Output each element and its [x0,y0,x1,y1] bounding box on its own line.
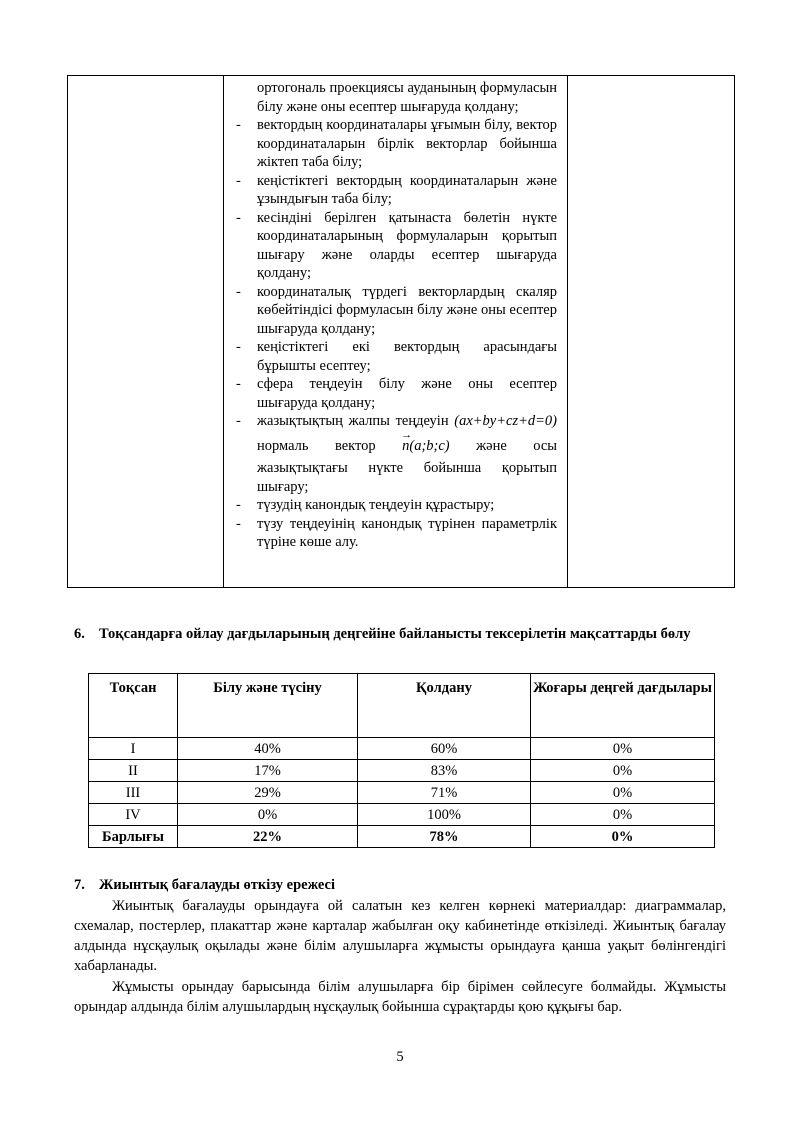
paragraph: Жиынтық бағалауды орындауға ой салатын кез келген көрнекі материалдар: диаграммалар, схемалар, постерлер, плакаттар және карталар жабылған оқу кабинетінде өткізіледі. Жиынтық бағалау алдында нұсқаулық оқылады және білім алушыларға жұмысты орындауға қанша уақыт бөлінгендігі хабарланады. [74,898,726,974]
section-number: 6. [74,626,85,642]
normal-vector: → n(a;b;c) [401,428,450,454]
section-title: Тоқсандарға ойлау дағдыларының деңгейіне байланысты тексерілетін мақсаттарды бөлу [99,626,691,642]
table-cell-objectives [224,76,568,588]
list-item-plane-equation: - жазықтықтың жалпы теңдеуін (ax+by+cz+d=0) нормаль вектор → n(a;b;c) және осы жазықтықтағы нүкте бойынша қорытып шығару; [236,413,557,495]
normal-vector-text: n(a;b;c) [402,437,450,454]
section-number: 7. [74,877,85,893]
column-header: Жоғары деңгей дағдылары [531,674,715,738]
quarter-distribution-table [88,673,715,848]
table-cell: 60% [358,738,531,760]
table-row [89,804,715,826]
list-item: - сфера теңдеуін білу және оны есептер шығаруда қолдану; [236,376,557,411]
table-cell: II [89,760,178,782]
table-cell: 0% [531,826,715,848]
table-cell: 0% [531,782,715,804]
table-cell: 0% [178,804,358,826]
table-cell: III [89,782,178,804]
column-header: Қолдану [358,674,531,738]
table-cell: 83% [358,760,531,782]
table-cell: 71% [358,782,531,804]
table-row [89,760,715,782]
table-cell: 78% [358,826,531,848]
table-total-row [89,826,715,848]
objectives-list [224,76,567,552]
list-item: ортогональ проекциясы ауданының формуласын білу және оны есептер шығаруда қолдану; [257,80,557,115]
table-cell: 0% [531,738,715,760]
list-item: - кеңістіктегі вектордың координаталарын және ұзындығын таба білу; [236,172,557,207]
list-item: - вектордың координаталары ұғымын білу, вектор координаталарын бірлік векторлар бойынша жіктеп таба білу; [236,117,557,170]
plane-equation: (ax+by+cz+d=0) [454,413,557,429]
table-row [89,738,715,760]
list-item: - кесіндіні берілген қатынаста бөлетін нүкте координаталарының формулаларын қорытып шығару және оларды есептер шығаруда қолдану; [236,209,557,281]
list-item: - координаталық түрдегі векторлардың скаляр көбейтіндісі формуласын білу және оны есептер шығаруда қолдану; [236,283,557,337]
paragraph: Жұмысты орындау барысында білім алушыларға бір бірімен сөйлесуге болмайды. Жұмысты орындар алдында білім алушылардың нұсқаулық бойынша сұрақтарды қою құқығы бар. [74,979,726,1015]
table-cell-section [68,76,224,588]
table-row [89,782,715,804]
table-cell: 0% [531,760,715,782]
section-title: Жиынтық бағалауды өткізу ережесі [99,877,336,893]
column-header: Білу және түсіну [178,674,358,738]
table-cell: 29% [178,782,358,804]
table-cell: 0% [531,804,715,826]
column-header: Тоқсан [89,674,178,738]
table-header-row [89,674,715,738]
table-cell-notes [568,76,735,588]
table-cell: 22% [178,826,358,848]
page-number: 5 [396,1049,404,1065]
list-item: - түзу теңдеуінің канондық түрінен параметрлік түріне көше алу. [236,515,557,550]
table-cell: 100% [358,804,531,826]
list-item: - кеңістіктегі екі вектордың арасындағы бұрышты есептеу; [236,339,557,374]
table-cell: 40% [178,738,358,760]
table-cell: I [89,738,178,760]
learning-objectives-table [67,75,735,588]
table-cell: 17% [178,760,358,782]
list-item: - түзудің канондық теңдеуін құрастыру; [236,497,495,513]
table-cell: Барлығы [89,826,178,848]
table-cell: IV [89,804,178,826]
